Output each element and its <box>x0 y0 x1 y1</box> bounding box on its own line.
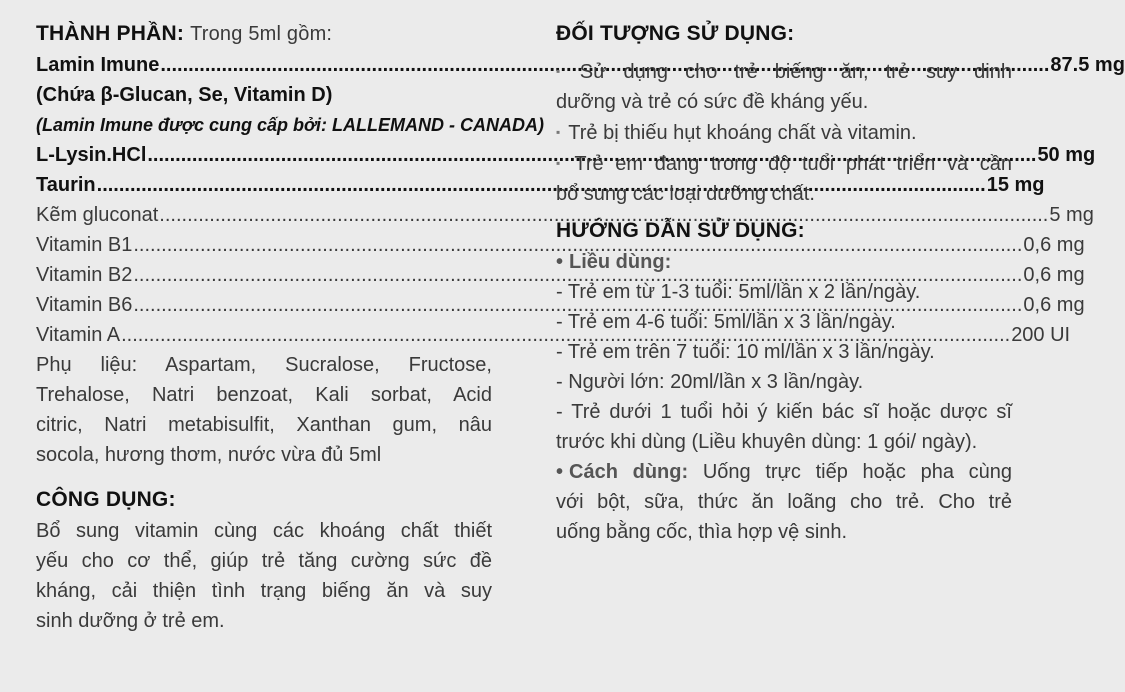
ingredient-name: Vitamin B2 <box>36 264 133 286</box>
dosage-line: - Người lớn: 20ml/lần x 3 lần/ngày. <box>556 371 864 393</box>
bullet-icon: • <box>556 461 564 483</box>
method-text: Uống trực tiếp hoặc pha cùng <box>702 461 1012 483</box>
target-text: Sử dụng cho trẻ biếng ăn, trẻ suy dinh <box>579 61 1012 83</box>
dosage-line: trước khi dùng (Liều khuyên dùng: 1 gói/ ngày). <box>556 431 978 453</box>
ingredient-value: 5 mg <box>1049 204 1094 226</box>
dosage-label-line <box>556 247 1012 277</box>
uses-line: Bổ sung vitamin cùng các khoáng chất thiết <box>36 520 492 542</box>
square-bullet-icon: ▪ <box>556 125 561 139</box>
ingredient-name: Vitamin B6 <box>36 294 133 316</box>
target-text: bổ sung các loại dưỡng chất. <box>556 183 815 205</box>
target-line <box>556 87 1012 117</box>
uses-line: sinh dưỡng ở trẻ em. <box>36 610 225 632</box>
dosage-line: - Trẻ em 4-6 tuổi: 5ml/lần x 3 lần/ngày. <box>556 311 896 333</box>
right-column <box>556 18 1012 547</box>
ingredient-value: 200 UI <box>1011 324 1071 346</box>
lamin-detail: (Chứa β-Glucan, Se, Vitamin D) <box>36 84 333 106</box>
square-bullet-icon: ▪ <box>556 156 567 170</box>
target-line <box>556 117 1012 148</box>
ingredient-name: Lamin Imune <box>36 54 160 76</box>
excipients-line: socola, hương thơm, nước vừa đủ 5ml <box>36 444 382 466</box>
excipients <box>36 350 492 470</box>
instructions-heading: HƯỚNG DẪN SỬ DỤNG: <box>556 219 805 242</box>
target-heading: ĐỐI TƯỢNG SỬ DỤNG: <box>556 22 795 45</box>
dosage-colon: : <box>664 251 672 273</box>
target-list <box>556 56 1012 209</box>
bullet-icon: • <box>556 251 564 273</box>
ingredient-name: Taurin <box>36 174 96 196</box>
ingredient-name: Vitamin B1 <box>36 234 133 256</box>
ingredient-value: 0,6 mg <box>1023 234 1085 256</box>
dosage-label: Liều dùng <box>569 251 665 273</box>
method-line: uống bằng cốc, thìa hợp vệ sinh. <box>556 521 848 543</box>
excipients-line: Trehalose, Natri benzoat, Kali sorbat, Acid <box>36 384 492 406</box>
composition-heading <box>36 18 492 50</box>
ingredient-value: 50 mg <box>1037 144 1096 166</box>
method-label: Cách dùng: <box>569 461 689 483</box>
uses-line: kháng, cải thiện tình trạng biếng ăn và suy <box>36 580 492 602</box>
ingredient-row-zinc <box>36 200 1094 230</box>
method-line: với bột, sữa, thức ăn loãng cho trẻ. Cho trẻ <box>556 491 1012 513</box>
method-block <box>556 457 1012 547</box>
target-line <box>556 148 1012 179</box>
target-text: Trẻ bị thiếu hụt khoáng chất và vitamin. <box>568 122 917 144</box>
uses-text <box>36 516 492 636</box>
method-line <box>556 457 1012 487</box>
square-bullet-icon: ▪ <box>556 64 572 78</box>
target-text: dưỡng và trẻ có sức đề kháng yếu. <box>556 91 869 113</box>
dosage-list <box>556 277 1012 457</box>
target-line <box>556 179 1012 209</box>
lamin-supplier: (Lamin Imune được cung cấp bởi: LALLEMAND - CANADA) <box>36 115 545 135</box>
ingredient-name: Kẽm gluconat <box>36 204 159 226</box>
dosage-line: - Trẻ em trên 7 tuổi: 10 ml/lần x 3 lần/ngày. <box>556 341 935 363</box>
ingredient-value: 15 mg <box>986 174 1045 196</box>
uses-line: yếu cho cơ thể, giúp trẻ tăng cường sức đề <box>36 550 492 572</box>
ingredient-value: 0,6 mg <box>1023 294 1085 316</box>
ingredient-name: Vitamin A <box>36 324 121 346</box>
uses-heading: CÔNG DỤNG: <box>36 488 176 511</box>
excipients-line: Phụ liệu: Aspartam, Sucralose, Fructose, <box>36 354 492 376</box>
composition-title: THÀNH PHẦN: <box>36 22 185 45</box>
dosage-line: - Trẻ dưới 1 tuổi hỏi ý kiến bác sĩ hoặc dược sĩ <box>556 401 1012 423</box>
composition-subtitle: Trong 5ml gồm: <box>190 23 333 45</box>
dosage-line: - Trẻ em từ 1-3 tuổi: 5ml/lần x 2 lần/ngày. <box>556 281 921 303</box>
ingredient-value: 87.5 mg <box>1050 54 1125 76</box>
target-line <box>556 56 1012 87</box>
target-text: Trẻ em đang trong độ tuổi phát triển và cần <box>574 153 1012 175</box>
ingredient-value: 0,6 mg <box>1023 264 1085 286</box>
ingredient-name: L-Lysin.HCl <box>36 144 147 166</box>
excipients-line: citric, Natri metabisulfit, Xanthan gum, nâu <box>36 414 492 436</box>
